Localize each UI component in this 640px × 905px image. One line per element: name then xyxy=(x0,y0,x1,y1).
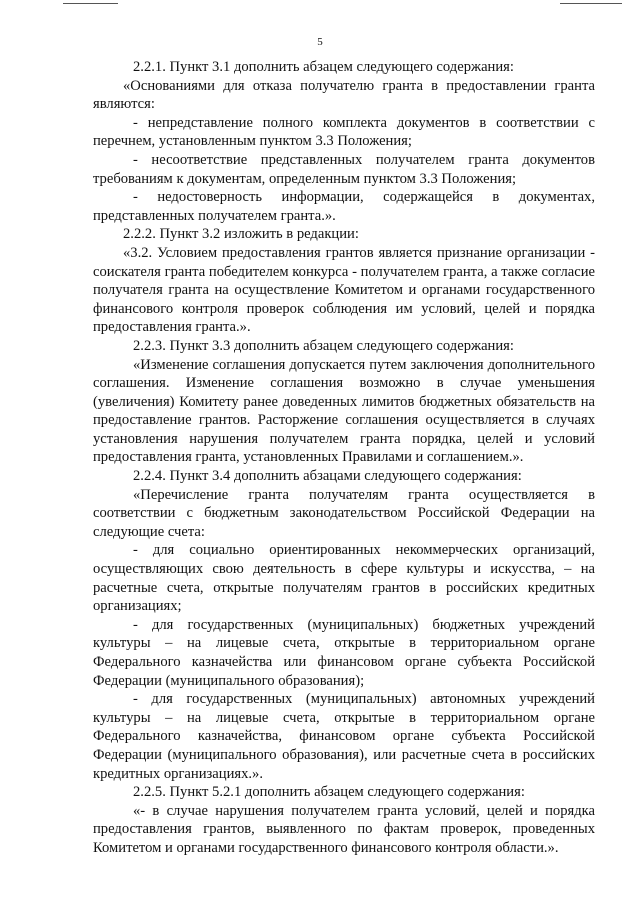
paragraph: «Изменение соглашения допускается путем заключения дополнительного соглашения. Изменение соглашения возможно в случае уменьшения (увеличения) Комитету ранее доведенных лимитов бюджетных обязательств на предоставление грантов. Расторжение соглашения осуществляется в случаях установления нарушения получателем гранта порядка, целей и условий предоставления гранта, установленных Правилами и соглашением.». xyxy=(93,356,595,466)
paragraph: - для социально ориентированных некоммерческих организаций, осуществляющих свою деятельность в сфере культуры и искусства, – на расчетные счета, открытые получателям грантов в российских кредитных организациях; xyxy=(93,542,595,615)
paragraph: 2.2.4. Пункт 3.4 дополнить абзацами следующего содержания: xyxy=(133,468,522,485)
paragraph: 2.2.1. Пункт 3.1 дополнить абзацем следующего содержания: xyxy=(133,59,514,75)
paragraph: «- в случае нарушения получателем гранта условий, целей и порядка предоставления грантов, выявленного по фактам проверок, проведенных Комитетом и органами государственного финансового контроля области.». xyxy=(93,802,595,856)
paragraph: «Основаниями для отказа получателю гранта в предоставлении гранта являются: xyxy=(93,77,595,113)
paragraph: «Перечисление гранта получателям гранта осуществляется в соответствии с бюджетным законодательством Российской Федерации на следующие счета: xyxy=(93,486,595,540)
paragraph: 2.2.5. Пункт 5.2.1 дополнить абзацем следующего содержания: xyxy=(133,784,525,801)
document-body xyxy=(93,58,595,858)
paragraph: - для государственных (муниципальных) бюджетных учреждений культуры – на лицевые счета, открытые в территориальном органе Федерального казначейства или финансовом органе субъекта Российской Федерации (муниципального образования); xyxy=(93,616,595,689)
page-number: 5 xyxy=(317,36,323,48)
paragraph: «3.2. Условием предоставления грантов является признание организации - соискателя гранта победителем конкурса - получателем гранта, а также согласие получателя гранта на осуществление Комитетом и органами государственного финансового контроля проверок соблюдения им условий, целей и порядка предоставления гранта.». xyxy=(93,244,595,336)
paragraph: 2.2.3. Пункт 3.3 дополнить абзацем следующего содержания: xyxy=(133,337,514,354)
paragraph: - непредставление полного комплекта документов в соответствии с перечнем, установленным пунктом 3.3 Положения; xyxy=(93,114,595,150)
paragraph: - недостоверность информации, содержащейся в документах, представленных получателем гранта.». xyxy=(93,189,595,224)
top-rule-right xyxy=(560,3,622,4)
paragraph: 2.2.2. Пункт 3.2 изложить в редакции: xyxy=(123,226,359,243)
top-rule-left xyxy=(63,3,118,4)
paragraph: - несоответствие представленных получателем гранта документов требованиям к документам, определенным пунктом 3.3 Положения; xyxy=(93,151,595,187)
paragraph: - для государственных (муниципальных) автономных учреждений культуры – на лицевые счета, открытые в территориальном органе Федерального казначейства, финансовом органе субъекта Российской Федерации (муниципального образования), или расчетные счета в российских кредитных организациях.». xyxy=(93,691,595,782)
